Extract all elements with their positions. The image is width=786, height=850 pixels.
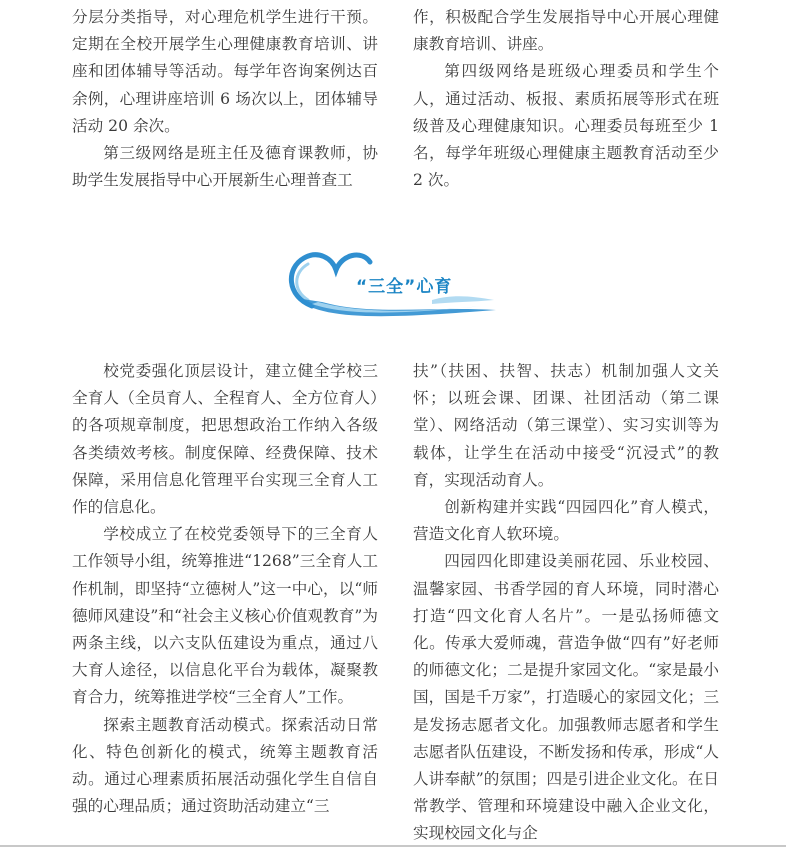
paragraph: 创新构建并实践“四园四化”育人模式，营造文化育人软环境。: [413, 498, 719, 544]
paragraph: 四园四化即建设美丽花园、乐业校园、温馨家园、书香学园的育人环境，同时潜心打造“四文化育人名片”。一是弘扬师德文化。传承大爱师魂，营造争做“四有”好老师的师德文化；二是提升家园文化。“家是最小国，国是千万家”，打造暖心的家园文化；三是发扬志愿者文化。加强教师志愿者和学生志愿者队伍建设，不断发扬和传承，形成“人人讲奉献”的氛围；四是引进企业文化。在日常教学、管理和环境建设中融入企业文化，实现校园文化与企: [413, 552, 719, 843]
paragraph: 分层分类指导，对心理危机学生进行干预。定期在全校开展学生心理健康教育培训、讲座和团体辅导等活动。每学年咨询案例达百余例，心理讲座培训 6 场次以上，团体辅导活动 20 余次。: [72, 8, 378, 135]
paragraph: 扶”（扶困、扶智、扶志）机制加强人文关怀；以班会课、团课、社团活动（第二课堂）、网络活动（第三课堂）、实习实训等为载体，让学生在活动中接受“沉浸式”的教育，实现活动育人。: [413, 362, 719, 489]
paragraph: 作，积极配合学生发展指导中心开展心理健康教育培训、讲座。: [413, 8, 719, 54]
paragraph: 校党委强化顶层设计，建立健全学校三全育人（全员育人、全程育人、全方位育人）的各项规章制度，把思想政治工作纳入各级各类绩效考核。制度保障、经费保障、技术保障，采用信息化管理平台实现三全育人工作的信息化。: [72, 362, 378, 517]
bottom-right-column: [413, 358, 719, 848]
paragraph: 第四级网络是班级心理委员和学生个人，通过活动、板报、素质拓展等形式在班级普及心理健康知识。心理委员每班至少 1 名，每学年班级心理健康主题教育活动至少 2 次。: [413, 62, 719, 190]
paragraph: 学校成立了在校党委领导下的三全育人工作领导小组，统筹推进“1268”三全育人工作机制，即坚持“立德树人”这一中心，以“师德师风建设”和“社会主义核心价值观教育”为两条主线，以六支队伍建设为重点，通过八大育人途径，以信息化平台为载体，凝聚教育合力，统筹推进学校“三全育人”工作。: [72, 525, 378, 707]
paragraph: 第三级网络是班主任及德育课教师，协助学生发展指导中心开展新生心理普查工: [72, 144, 378, 190]
divider: [0, 845, 786, 847]
bottom-left-column: [72, 358, 378, 820]
paragraph: 探索主题教育活动模式。探索活动日常化、特色创新化的模式，统筹主题教育活动。通过心理素质拓展活动强化学生自信自强的心理品质；通过资助活动建立“三: [72, 715, 378, 816]
top-right-column: [413, 4, 719, 194]
section-heading-banner: [282, 244, 504, 322]
top-left-column: [72, 4, 378, 194]
section-title: “三全”心育: [356, 277, 453, 297]
